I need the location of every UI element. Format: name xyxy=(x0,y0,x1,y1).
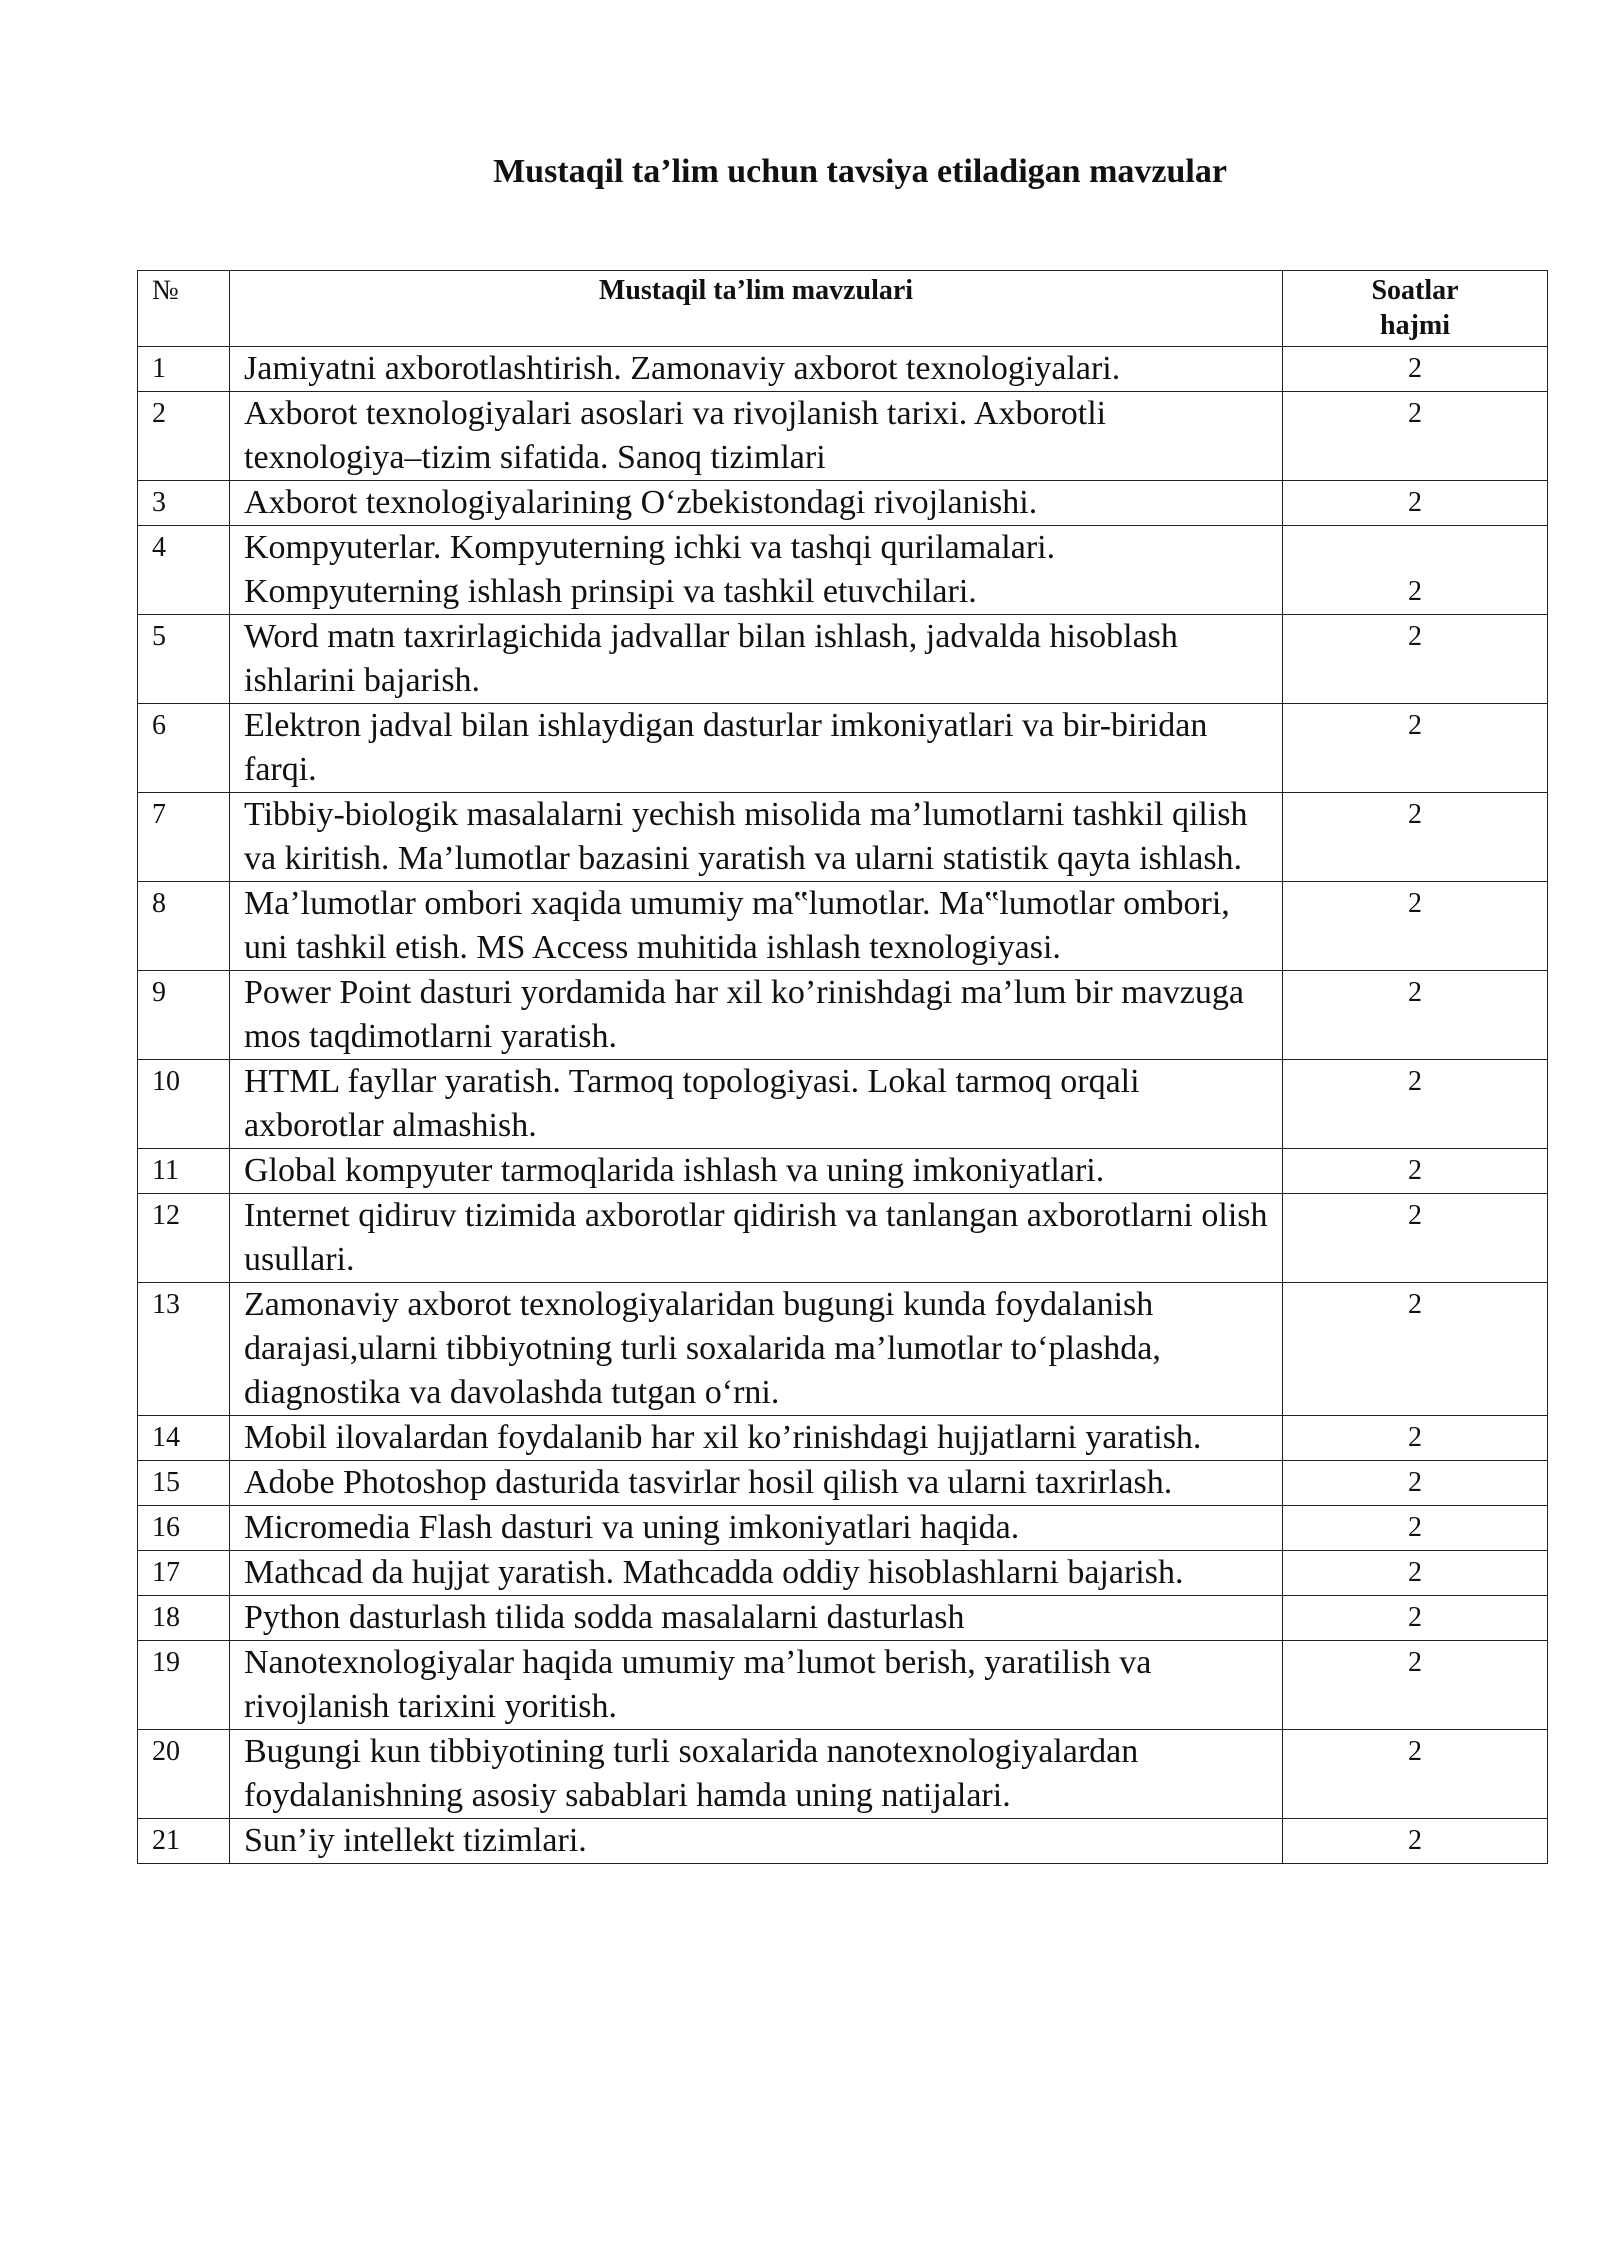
row-topic: Nanotexnologiyalar haqida umumiy ma’lumot berish, yaratilish va rivojlanish tarixini yoritish. xyxy=(230,1641,1283,1730)
table-row xyxy=(138,1506,1548,1551)
row-hours: 2 xyxy=(1283,392,1548,481)
row-number: 8 xyxy=(138,882,230,971)
table-row xyxy=(138,1416,1548,1461)
table-row xyxy=(138,882,1548,971)
row-number: 1 xyxy=(138,347,230,392)
table-row xyxy=(138,1283,1548,1416)
row-topic: Internet qidiruv tizimida axborotlar qidirish va tanlangan axborotlarni olish usullari. xyxy=(230,1194,1283,1283)
table-row xyxy=(138,1060,1548,1149)
row-number: 11 xyxy=(138,1149,230,1194)
row-topic: Mathcad da hujjat yaratish. Mathcadda oddiy hisoblashlarni bajarish. xyxy=(230,1551,1283,1596)
page-title xyxy=(0,152,1600,192)
row-topic: Micromedia Flash dasturi va uning imkoniyatlari haqida. xyxy=(230,1506,1283,1551)
row-number: 2 xyxy=(138,392,230,481)
row-number: 15 xyxy=(138,1461,230,1506)
row-topic: Word matn taxrirlagichida jadvallar bilan ishlash, jadvalda hisoblash ishlarini bajarish. xyxy=(230,615,1283,704)
row-hours: 2 xyxy=(1283,1641,1548,1730)
table-row xyxy=(138,1149,1548,1194)
row-hours: 2 xyxy=(1283,1551,1548,1596)
row-topic: Axborot texnologiyalarining O‘zbekistondagi rivojlanishi. xyxy=(230,481,1283,526)
table-row xyxy=(138,526,1548,615)
table-row xyxy=(138,1551,1548,1596)
row-hours: 2 xyxy=(1283,793,1548,882)
table-row xyxy=(138,1461,1548,1506)
row-hours: 2 xyxy=(1283,1283,1548,1416)
table-row xyxy=(138,347,1548,392)
row-topic: HTML fayllar yaratish. Tarmoq topologiyasi. Lokal tarmoq orqali axborotlar almashish. xyxy=(230,1060,1283,1149)
table-row xyxy=(138,971,1548,1060)
row-hours: 2 xyxy=(1283,971,1548,1060)
table-header-row xyxy=(138,271,1548,347)
row-topic: Global kompyuter tarmoqlarida ishlash va uning imkoniyatlari. xyxy=(230,1149,1283,1194)
row-hours: 2 xyxy=(1283,1819,1548,1864)
table-row xyxy=(138,1730,1548,1819)
row-topic: Elektron jadval bilan ishlaydigan dasturlar imkoniyatlari va bir-biridan farqi. xyxy=(230,704,1283,793)
table-row xyxy=(138,615,1548,704)
row-hours: 2 xyxy=(1283,1461,1548,1506)
header-hours xyxy=(1283,271,1548,347)
table-row xyxy=(138,481,1548,526)
row-number: 4 xyxy=(138,526,230,615)
header-topic: Mustaqil ta’lim mavzulari xyxy=(230,271,1283,347)
row-topic: Bugungi kun tibbiyotining turli soxalarida nanotexnologiyalardan foydalanishning asosiy sabablari hamda uning natijalari. xyxy=(230,1730,1283,1819)
header-hours-line2: hajmi xyxy=(1380,310,1450,341)
row-hours: 2 xyxy=(1283,615,1548,704)
row-hours: 2 xyxy=(1283,1149,1548,1194)
table-row xyxy=(138,793,1548,882)
row-number: 21 xyxy=(138,1819,230,1864)
row-hours: 2 xyxy=(1283,1730,1548,1819)
row-number: 19 xyxy=(138,1641,230,1730)
topics-table xyxy=(137,270,1548,1864)
row-hours: 2 xyxy=(1283,526,1548,615)
row-number: 16 xyxy=(138,1506,230,1551)
row-number: 6 xyxy=(138,704,230,793)
row-hours: 2 xyxy=(1283,1506,1548,1551)
row-number: 10 xyxy=(138,1060,230,1149)
row-topic: Axborot texnologiyalari asoslari va rivojlanish tarixi. Axborotli texnologiya–tizim sifatida. Sanoq tizimlari xyxy=(230,392,1283,481)
row-topic: Kompyuterlar. Kompyuterning ichki va tashqi qurilamalari. Kompyuterning ishlash prinsipi va tashkil etuvchilari. xyxy=(230,526,1283,615)
row-topic: Ma’lumotlar ombori xaqida umumiy ma‟lumotlar. Ma‟lumotlar ombori, uni tashkil etish. MS Access muhitida ishlash texnologiyasi. xyxy=(230,882,1283,971)
row-number: 18 xyxy=(138,1596,230,1641)
row-number: 5 xyxy=(138,615,230,704)
table-row xyxy=(138,1194,1548,1283)
row-number: 3 xyxy=(138,481,230,526)
header-hours-line1: Soatlar xyxy=(1371,275,1459,306)
row-topic: Jamiyatni axborotlashtirish. Zamonaviy axborot texnologiyalari. xyxy=(230,347,1283,392)
row-number: 17 xyxy=(138,1551,230,1596)
table-row xyxy=(138,1641,1548,1730)
table-row xyxy=(138,704,1548,793)
row-hours: 2 xyxy=(1283,481,1548,526)
row-number: 7 xyxy=(138,793,230,882)
row-topic: Power Point dasturi yordamida har xil ko’rinishdagi ma’lum bir mavzuga mos taqdimotlarni yaratish. xyxy=(230,971,1283,1060)
row-number: 9 xyxy=(138,971,230,1060)
row-topic: Sun’iy intellekt tizimlari. xyxy=(230,1819,1283,1864)
row-hours: 2 xyxy=(1283,1060,1548,1149)
row-topic: Tibbiy-biologik masalalarni yechish misolida ma’lumotlarni tashkil qilish va kiritish. Ma’lumotlar bazasini yaratish va ularni statistik qayta ishlash. xyxy=(230,793,1283,882)
row-topic: Mobil ilovalardan foydalanib har xil ko’rinishdagi hujjatlarni yaratish. xyxy=(230,1416,1283,1461)
row-hours: 2 xyxy=(1283,1596,1548,1641)
row-hours: 2 xyxy=(1283,1194,1548,1283)
row-number: 14 xyxy=(138,1416,230,1461)
row-number: 20 xyxy=(138,1730,230,1819)
table-row xyxy=(138,1596,1548,1641)
row-hours: 2 xyxy=(1283,704,1548,793)
row-number: 12 xyxy=(138,1194,230,1283)
row-hours: 2 xyxy=(1283,882,1548,971)
row-topic: Adobe Photoshop dasturida tasvirlar hosil qilish va ularni taxrirlash. xyxy=(230,1461,1283,1506)
row-topic: Python dasturlash tilida sodda masalalarni dasturlash xyxy=(230,1596,1283,1641)
header-number: № xyxy=(138,271,230,347)
row-topic: Zamonaviy axborot texnologiyalaridan bugungi kunda foydalanish darajasi,ularni tibbiyotning turli soxalarida ma’lumotlar to‘plashda, diagnostika va davolashda tutgan o‘rni. xyxy=(230,1283,1283,1416)
row-hours: 2 xyxy=(1283,347,1548,392)
table-row xyxy=(138,1819,1548,1864)
table-row xyxy=(138,392,1548,481)
page-title-text: Mustaqil ta’lim uchun tavsiya etiladigan mavzular xyxy=(493,153,1227,190)
row-hours: 2 xyxy=(1283,1416,1548,1461)
row-number: 13 xyxy=(138,1283,230,1416)
